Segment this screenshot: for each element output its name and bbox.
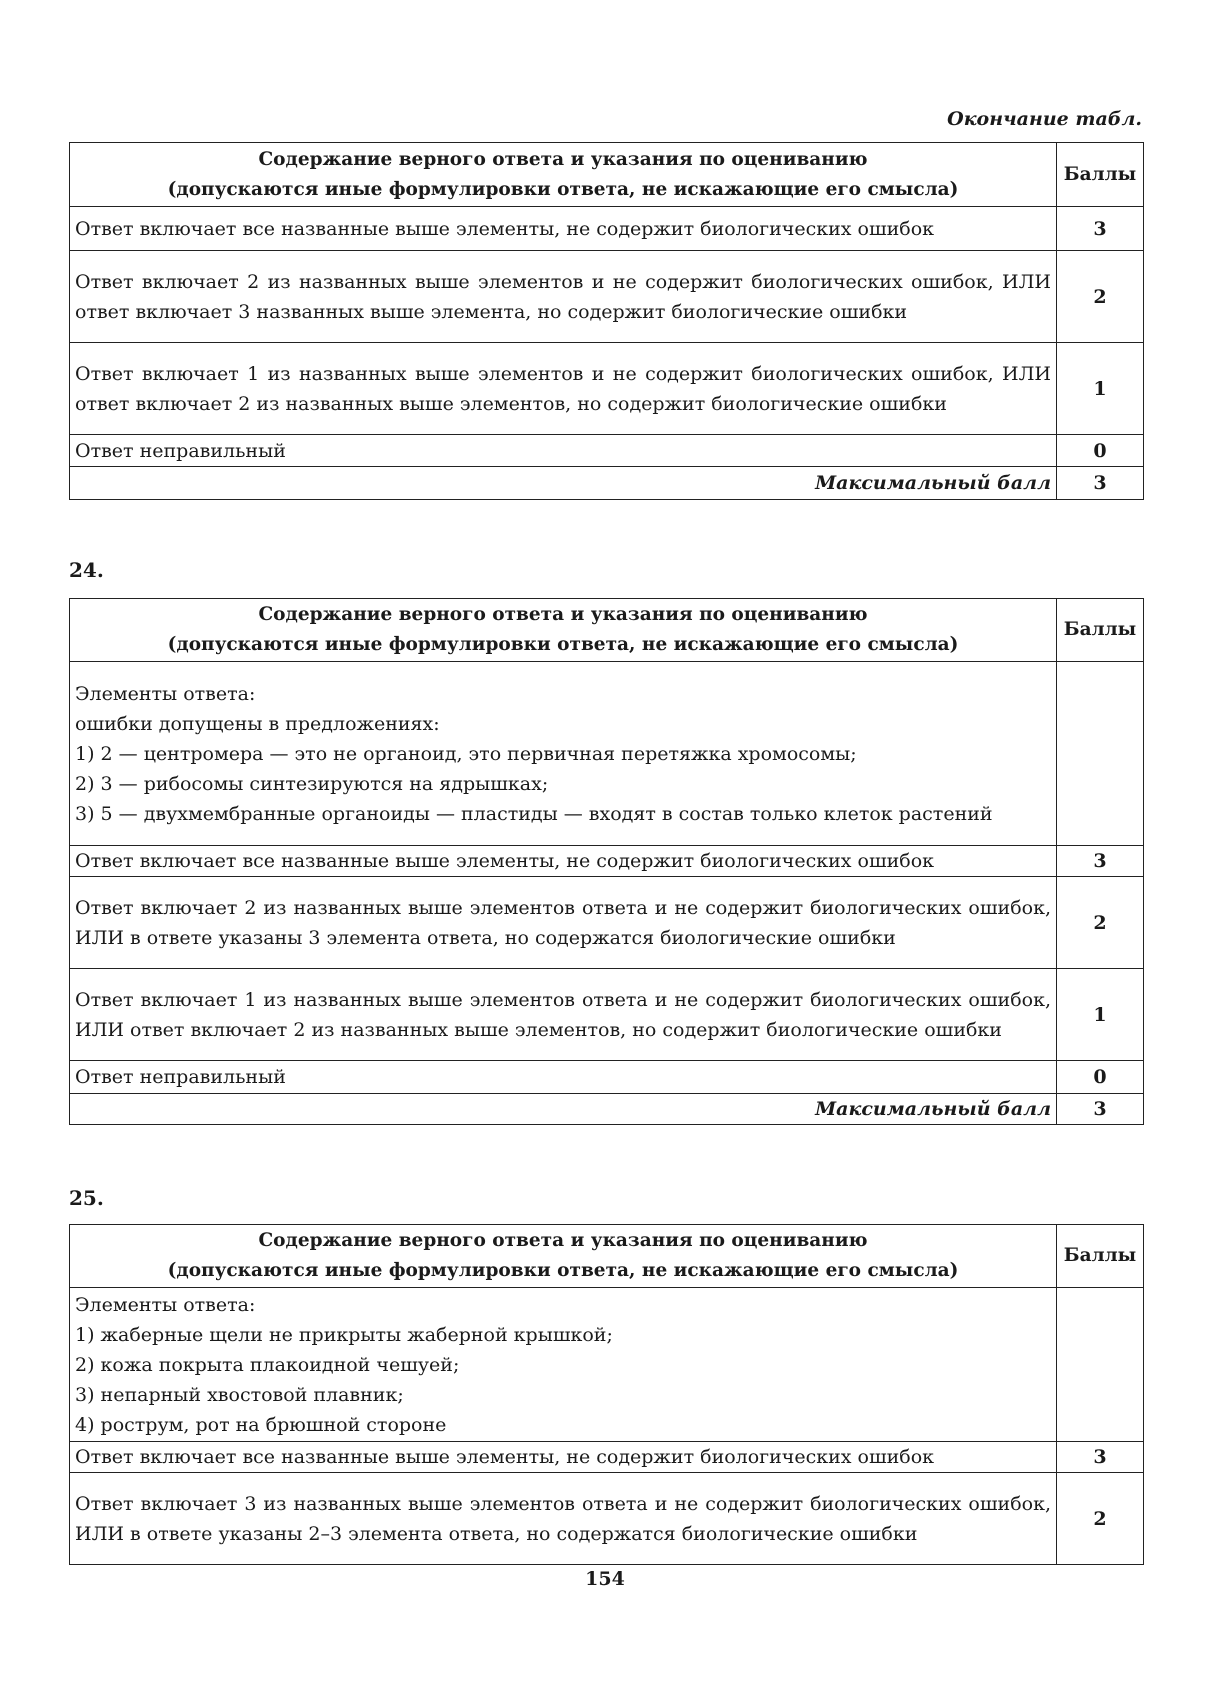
- answer-elements: [70, 1288, 1057, 1442]
- criterion-points: 1: [1057, 969, 1144, 1061]
- element-line: 4) рострум, рот на брюшной стороне: [75, 1413, 447, 1436]
- table-row: [70, 877, 1144, 969]
- header-line2: (допускаются иные формулировки ответа, не искажающие его смысла): [167, 634, 959, 655]
- answer-elements-row: [70, 1288, 1144, 1442]
- criterion-text: Ответ включает все названные выше элементы, не содержит биологических ошибок: [70, 846, 1057, 877]
- criterion-text: Ответ включает 2 из названных выше элементов и не содержит биологических ошибок, ИЛИ ответ включает 3 названных выше элемента, но содержит биологические ошибки: [70, 251, 1057, 343]
- criterion-points: 0: [1057, 435, 1144, 467]
- header-line2: (допускаются иные формулировки ответа, не искажающие его смысла): [167, 1260, 959, 1281]
- task-number-25: 25.: [69, 1186, 104, 1210]
- criterion-points: 2: [1057, 1473, 1144, 1565]
- table-row: [70, 1061, 1144, 1094]
- table-row: [70, 251, 1144, 343]
- element-line: 2) кожа покрыта плакоидной чешуей;: [75, 1353, 460, 1376]
- criterion-text: Ответ неправильный: [70, 435, 1057, 467]
- criterion-points: 1: [1057, 343, 1144, 435]
- header-content: [70, 599, 1057, 662]
- table-row: [70, 207, 1144, 251]
- element-line: 3) 5 — двухмембранные органоиды — пластиды — входят в состав только клеток растений: [75, 802, 993, 825]
- table-header: [70, 1225, 1144, 1288]
- criterion-points: 3: [1057, 207, 1144, 251]
- criterion-points: 0: [1057, 1061, 1144, 1094]
- table-task25: [69, 1224, 1144, 1565]
- max-score-value: 3: [1057, 467, 1144, 500]
- header-line1: Содержание верного ответа и указания по оцениванию: [258, 148, 868, 170]
- max-score-row: [70, 467, 1144, 500]
- criterion-points: 3: [1057, 1442, 1144, 1473]
- max-score-value: 3: [1057, 1094, 1144, 1125]
- table-row: [70, 1442, 1144, 1473]
- page-number: 154: [585, 1568, 625, 1590]
- header-line2: (допускаются иные формулировки ответа, не искажающие его смысла): [167, 178, 959, 200]
- header-line1: Содержание верного ответа и указания по оцениванию: [258, 604, 868, 625]
- element-line: Элементы ответа:: [75, 682, 256, 705]
- max-score-row: [70, 1094, 1144, 1125]
- task-number-24: 24.: [69, 558, 104, 582]
- continuation-note: Окончание табл.: [947, 108, 1142, 130]
- table-row: [70, 846, 1144, 877]
- criterion-text: Ответ включает 3 из названных выше элементов ответа и не содержит биологических ошибок, ИЛИ в ответе указаны 2–3 элемента ответа, но содержатся биологические ошибки: [70, 1473, 1057, 1565]
- table-row: [70, 343, 1144, 435]
- criterion-points: 2: [1057, 877, 1144, 969]
- element-line: 3) непарный хвостовой плавник;: [75, 1383, 404, 1406]
- answer-elements-row: [70, 662, 1144, 846]
- element-line: 1) 2 — центромера — это не органоид, это первичная перетяжка хромосомы;: [75, 742, 857, 765]
- table-header: [70, 599, 1144, 662]
- criterion-text: Ответ включает все названные выше элементы, не содержит биологических ошибок: [70, 1442, 1057, 1473]
- table-row: [70, 435, 1144, 467]
- max-score-label: Максимальный балл: [70, 1094, 1057, 1125]
- criterion-points: 3: [1057, 846, 1144, 877]
- table-row: [70, 969, 1144, 1061]
- criterion-text: Ответ неправильный: [70, 1061, 1057, 1094]
- table-task24: [69, 598, 1144, 1125]
- table-header: [70, 143, 1144, 207]
- header-points: Баллы: [1057, 1225, 1144, 1288]
- table-task23-end: [69, 142, 1144, 500]
- element-line: 2) 3 — рибосомы синтезируются на ядрышках;: [75, 772, 549, 795]
- answer-elements: [70, 662, 1057, 846]
- criterion-points: 2: [1057, 251, 1144, 343]
- criterion-text: Ответ включает 1 из названных выше элементов ответа и не содержит биологических ошибок, ИЛИ ответ включает 2 из названных выше элементов, но содержит биологические ошибки: [70, 969, 1057, 1061]
- criterion-text: Ответ включает все названные выше элементы, не содержит биологических ошибок: [70, 207, 1057, 251]
- empty-points-cell: [1057, 1288, 1144, 1442]
- header-points: Баллы: [1057, 143, 1144, 207]
- header-points: Баллы: [1057, 599, 1144, 662]
- header-line1: Содержание верного ответа и указания по оцениванию: [258, 1230, 868, 1251]
- element-line: Элементы ответа:: [75, 1293, 256, 1316]
- criterion-text: Ответ включает 1 из названных выше элементов и не содержит биологических ошибок, ИЛИ ответ включает 2 из названных выше элементов, но содержит биологические ошибки: [70, 343, 1057, 435]
- element-line: 1) жаберные щели не прикрыты жаберной крышкой;: [75, 1323, 613, 1346]
- max-score-label: Максимальный балл: [70, 467, 1057, 500]
- table-row: [70, 1473, 1144, 1565]
- criterion-text: Ответ включает 2 из названных выше элементов ответа и не содержит биологических ошибок, ИЛИ в ответе указаны 3 элемента ответа, но содержатся биологические ошибки: [70, 877, 1057, 969]
- header-content: [70, 143, 1057, 207]
- header-content: [70, 1225, 1057, 1288]
- element-line: ошибки допущены в предложениях:: [75, 712, 440, 735]
- empty-points-cell: [1057, 662, 1144, 846]
